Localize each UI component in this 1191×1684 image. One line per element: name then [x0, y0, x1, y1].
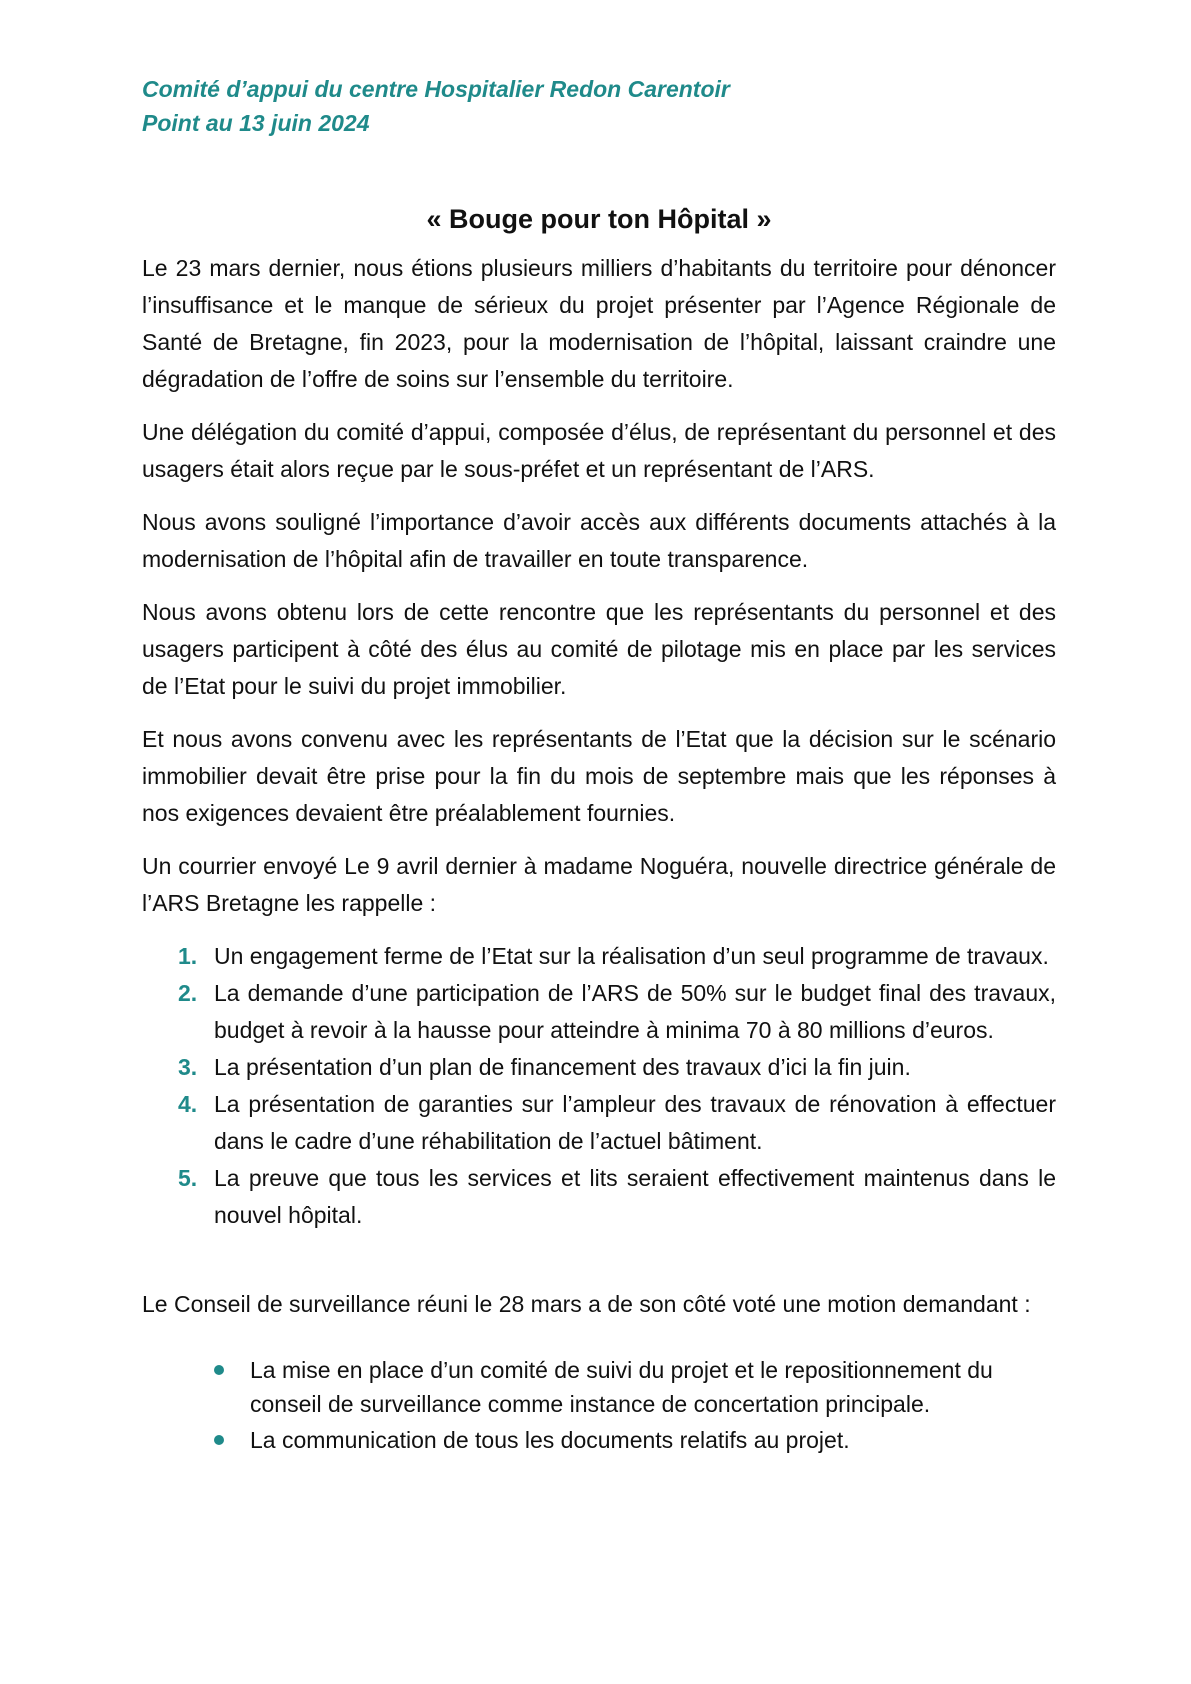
list-item-text: La présentation d’un plan de financement des travaux d’ici la fin juin.	[214, 1054, 911, 1080]
paragraph-3: Nous avons souligné l’importance d’avoir accès aux différents documents attachés à la modernisation de l’hôpital afin de travailler en toute transparence.	[142, 509, 1056, 572]
list-item	[178, 1049, 1056, 1086]
list-item-text: La communication de tous les documents relatifs au projet.	[250, 1427, 850, 1453]
conseil-paragraph: Le Conseil de surveillance réuni le 28 mars a de son côté voté une motion demandant :	[142, 1291, 1031, 1317]
section-spacer	[142, 1234, 1056, 1286]
list-item	[178, 975, 1056, 1049]
list-item	[178, 1086, 1056, 1160]
demands-numbered-list	[142, 938, 1056, 1234]
list-item	[178, 1160, 1056, 1234]
list-item-text: La présentation de garanties sur l’ampleur des travaux de rénovation à effectuer dans le cadre d’une réhabilitation de l’actuel bâtiment.	[214, 1091, 1056, 1154]
list-item-text: La preuve que tous les services et lits seraient effectivement maintenus dans le nouvel hôpital.	[214, 1165, 1056, 1228]
list-item	[178, 938, 1056, 975]
list-item-text: La mise en place d’un comité de suivi du projet et le repositionnement du conseil de surveillance comme instance de concertation principale.	[250, 1357, 993, 1417]
header-date: Point au 13 juin 2024	[142, 110, 370, 136]
list-number: 3.	[178, 1054, 198, 1080]
paragraph-5: Et nous avons convenu avec les représentants de l’Etat que la décision sur le scénario immobilier devait être prise pour la fin du mois de septembre mais que les réponses à nos exigences devaient être préalablement fournies.	[142, 726, 1056, 826]
list-number: 4.	[178, 1091, 198, 1117]
body-paragraphs	[142, 250, 1056, 922]
bullet-icon	[214, 1365, 224, 1375]
header-committee-name: Comité d’appui du centre Hospitalier Redon Carentoir	[142, 76, 730, 102]
paragraph-1: Le 23 mars dernier, nous étions plusieurs milliers d’habitants du territoire pour dénoncer l’insuffisance et le manque de sérieux du projet présenter par l’Agence Régionale de Santé de Bretagne, fin 2023, pour la modernisation de l’hôpital, laissant craindre une dégradation de l’offre de soins sur l’ensemble du territoire.	[142, 255, 1056, 392]
list-item-text: La demande d’une participation de l’ARS de 50% sur le budget final des travaux, budget à revoir à la hausse pour atteindre à minima 70 à 80 millions d’euros.	[214, 980, 1056, 1043]
document-title: « Bouge pour ton Hôpital »	[426, 204, 772, 234]
motion-bullet-list	[142, 1353, 1056, 1457]
list-number: 2.	[178, 980, 198, 1006]
paragraph-4: Nous avons obtenu lors de cette rencontre que les représentants du personnel et des usagers participent à côté des élus au comité de pilotage mis en place par les services de l’Etat pour le suivi du projet immobilier.	[142, 599, 1056, 699]
list-number: 5.	[178, 1165, 198, 1191]
list-item-text: Un engagement ferme de l’Etat sur la réalisation d’un seul programme de travaux.	[214, 943, 1049, 969]
paragraph-6: Un courrier envoyé Le 9 avril dernier à madame Noguéra, nouvelle directrice générale de l’ARS Bretagne les rappelle :	[142, 853, 1056, 916]
list-item	[214, 1353, 1056, 1421]
document-header	[142, 72, 1056, 140]
bullet-icon	[214, 1435, 224, 1445]
list-number: 1.	[178, 943, 198, 969]
paragraph-2: Une délégation du comité d’appui, composée d’élus, de représentant du personnel et des usagers était alors reçue par le sous-préfet et un représentant de l’ARS.	[142, 419, 1056, 482]
list-item	[214, 1423, 1056, 1457]
